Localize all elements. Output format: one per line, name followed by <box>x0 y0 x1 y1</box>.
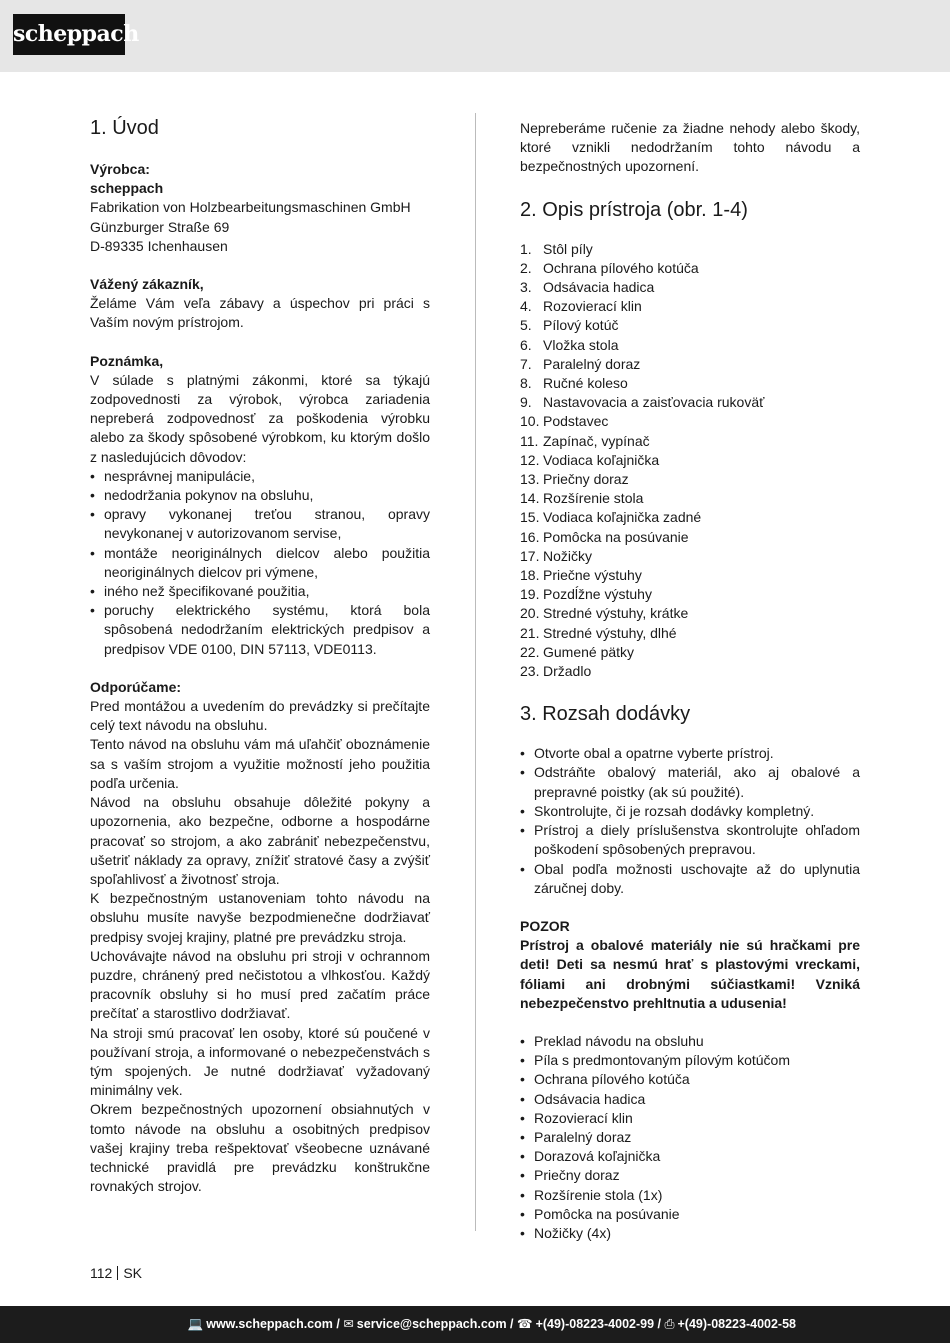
list-item: 16. Pomôcka na posúvanie <box>520 528 689 545</box>
customer-label: Vážený zákazník, <box>90 276 204 293</box>
footer-bar <box>0 1306 950 1343</box>
list-item: • Skontrolujte, či je rozsah dodávky kompletný. <box>520 802 815 819</box>
manufacturer-name: scheppach <box>90 180 164 197</box>
column-divider <box>475 113 476 1231</box>
list-item: 21. Stredné výstuhy, dlhé <box>520 624 677 641</box>
recommend-paragraph: K bezpečnostným ustanoveniam tohto návodu na obsluhu musíte navyše bezpodmienečne dodržiavať predpisy svojej krajiny, platné pre prevádzku stroja. <box>90 890 430 945</box>
recommend-paragraph: Uchovávajte návod na obsluhu pri stroji v ochrannom puzdre, chránený pred nečistotou a vlhkosťou. Každý pracovník obsluhy si ho musí pred začatím práce prečítať a starostlivo dodržiavať. <box>90 947 430 1022</box>
scheppach-logo: scheppach <box>13 14 125 55</box>
list-item: • Pomôcka na posúvanie <box>520 1205 680 1222</box>
list-item: • montáže neoriginálnych dielcov alebo použitia neoriginálnych dielcov pri výmene, <box>90 544 430 580</box>
list-item: 7. Paralelný doraz <box>520 355 641 372</box>
list-item: • Ochrana pílového kotúča <box>520 1071 690 1088</box>
phone-icon: ☎ <box>516 1317 533 1331</box>
fax-icon: ⎙ <box>664 1317 675 1331</box>
section-heading-delivery: 3. Rozsah dodávky <box>520 703 691 726</box>
warning-text: Prístroj a obalové materiály nie sú hračkami pre deti! Deti sa nesmú hrať s plastovými vreckami, fóliami ani drobnými súčiastkami! Vzniká nebezpečenstvo prehltnutia a udusenia! <box>520 937 860 1011</box>
page-number-value: 112 <box>90 1265 113 1281</box>
list-item: • Dorazová koľajnička <box>520 1148 661 1165</box>
list-item: 19. Pozdĺžne výstuhy <box>520 586 652 603</box>
manufacturer-block <box>90 160 430 256</box>
list-item: 14. Rozšírenie stola <box>520 490 644 507</box>
liability-list <box>90 467 430 659</box>
list-item: • Píla s predmontovaným pílovým kotúčom <box>520 1052 790 1069</box>
list-item: 10. Podstavec <box>520 413 609 430</box>
manufacturer-city: D-89335 Ichenhausen <box>90 237 228 254</box>
footer-fax: +(49)-08223-4002-58 <box>677 1317 796 1331</box>
section-heading-intro: 1. Úvod <box>90 117 159 139</box>
note-block <box>90 352 430 659</box>
footer-phone: +(49)-08223-4002-99 <box>535 1317 655 1331</box>
recommend-paragraph: Na stroji smú pracovať len osoby, ktoré sú poučené v používaní stroja, a informované o nebezpečenstvách s tým spojených. Je nutné dodržiavať vyžadovaný minimálny vek. <box>90 1024 430 1099</box>
manufacturer-label: Výrobca: <box>90 161 150 177</box>
list-item: 3. Odsávacia hadica <box>520 279 655 296</box>
recommend-paragraph: Tento návod na obsluhu vám má uľahčiť oboznámenie sa s vaším strojom a využitie možností jeho použitia podľa určenia. <box>90 736 430 791</box>
recommend-paragraph: Návod na obsluhu obsahuje dôležité pokyny a upozornenia, ako bezpečne, odborne a hospodárne pracovať so strojom, a ako zabrániť nebezpečenstvu, ušetriť náklady za opravy, znížiť stratové časy a zvýšiť spoľahlivosť a životnosť stroja. <box>90 794 430 887</box>
delivery-contents-list <box>520 1032 860 1243</box>
list-item: 9. Nastavovacia a zaisťovacia rukoväť <box>520 394 765 411</box>
list-item: • nesprávnej manipulácie, <box>90 467 255 484</box>
list-item: • Rozšírenie stola (1x) <box>520 1186 663 1203</box>
list-item: 15. Vodiaca koľajnička zadné <box>520 509 702 526</box>
list-item: • Obal podľa možnosti uschovajte až do uplynutia záručnej doby. <box>520 860 860 896</box>
page-language: SK <box>123 1265 143 1281</box>
list-item: 6. Vložka stola <box>520 336 619 353</box>
note-label: Poznámka, <box>90 352 164 369</box>
list-item: • opravy vykonanej treťou stranou, opravy nevykonanej v autorizovanom servise, <box>90 506 430 542</box>
list-item: • Paralelný doraz <box>520 1128 632 1145</box>
footer-contacts: 💻 www.scheppach.com / ✉ service@scheppach.com / ☎ +(49)-08223-4002-99 / ⎙ +(49)-08223-4002-58 <box>187 1317 796 1331</box>
manufacturer-company: Fabrikation von Holzbearbeitungsmaschinen GmbH <box>90 199 411 216</box>
list-item: 17. Nožičky <box>520 547 593 564</box>
list-item: • Priečny doraz <box>520 1167 620 1184</box>
list-item: 11. Zapínač, vypínač <box>520 432 650 449</box>
unpacking-steps-list <box>520 744 860 898</box>
header-bar <box>0 0 950 72</box>
right-column <box>520 119 860 1243</box>
list-item: 4. Rozovierací klin <box>520 298 642 315</box>
computer-icon: 💻 <box>187 1317 204 1331</box>
list-item: 12. Vodiaca koľajnička <box>520 451 660 468</box>
list-item: • Odstráňte obalový materiál, ako aj obalové a prepravné poistky (ak sú použité). <box>520 764 860 800</box>
manufacturer-street: Günzburger Straße 69 <box>90 218 230 235</box>
footer-email: service@scheppach.com <box>356 1317 507 1331</box>
list-item: • Prístroj a diely príslušenstva skontrolujte ohľadom poškodení spôsobených prepravou. <box>520 822 860 858</box>
recommend-label: Odporúčame: <box>90 678 182 695</box>
list-item: • Rozovierací klin <box>520 1109 633 1126</box>
list-item: • Nožičky (4x) <box>520 1224 612 1241</box>
page-number-separator <box>117 1266 118 1280</box>
list-item: • Preklad návodu na obsluhu <box>520 1032 704 1049</box>
recommend-block <box>90 678 430 1196</box>
page-number <box>90 1264 142 1283</box>
list-item: • iného než špecifikované použitia, <box>90 583 310 600</box>
list-item: 5. Pílový kotúč <box>520 317 619 334</box>
list-item: • poruchy elektrického systému, ktorá bola spôsobená nedodržaním elektrických predpisov a predpisov VDE 0100, DIN 57113, VDE0113. <box>90 602 430 657</box>
list-item: • nedodržania pokynov na obsluhu, <box>90 487 314 504</box>
list-item: 18. Priečne výstuhy <box>520 567 642 584</box>
parts-list <box>520 240 860 682</box>
list-item: • Otvorte obal a opatrne vyberte prístroj. <box>520 745 774 762</box>
recommend-paragraph: Pred montážou a uvedením do prevádzky si prečítajte celý text návodu na obsluhu. <box>90 698 430 734</box>
section-heading-description: 2. Opis prístroja (obr. 1-4) <box>520 198 748 221</box>
recommend-paragraph: Okrem bezpečnostných upozornení obsiahnutých v tomto návode na obsluhu a osobitných predpisov vašej krajiny treba rešpektovať všeobecne uznávané technické pravidlá pre prevádzku konštrukčne rovnakých strojov. <box>90 1101 430 1195</box>
envelope-icon: ✉ <box>343 1317 354 1331</box>
list-item: 8. Ručné koleso <box>520 375 628 392</box>
list-item: 22. Gumené pätky <box>520 643 635 660</box>
liability-disclaimer: Nepreberáme ručenie za žiadne nehody alebo škody, ktoré vznikli nedodržaním tohto návodu a bezpečnostných upozornení. <box>520 120 860 175</box>
footer-website: www.scheppach.com <box>206 1317 333 1331</box>
note-text: V súlade s platnými zákonmi, ktoré sa týkajú zodpovednosti za výrobok, výrobca zariadenia nepreberá zodpovednosť za poškodenia výrobku alebo za škody spôsobené výrobkom, ku ktorým došlo z nasledujúcich dôvodov: <box>90 371 430 465</box>
list-item: 13. Priečny doraz <box>520 471 629 488</box>
list-item: 20. Stredné výstuhy, krátke <box>520 605 689 622</box>
customer-text: Želáme Vám veľa zábavy a úspechov pri práci s Vaším novým prístrojom. <box>90 295 430 331</box>
list-item: 1. Stôl píly <box>520 240 593 257</box>
left-column <box>90 116 430 1196</box>
list-item: 2. Ochrana pílového kotúča <box>520 259 699 276</box>
customer-block <box>90 275 430 333</box>
list-item: 23. Držadlo <box>520 663 592 680</box>
warning-label: POZOR <box>520 917 570 934</box>
list-item: • Odsávacia hadica <box>520 1090 646 1107</box>
warning-block <box>520 917 860 1013</box>
